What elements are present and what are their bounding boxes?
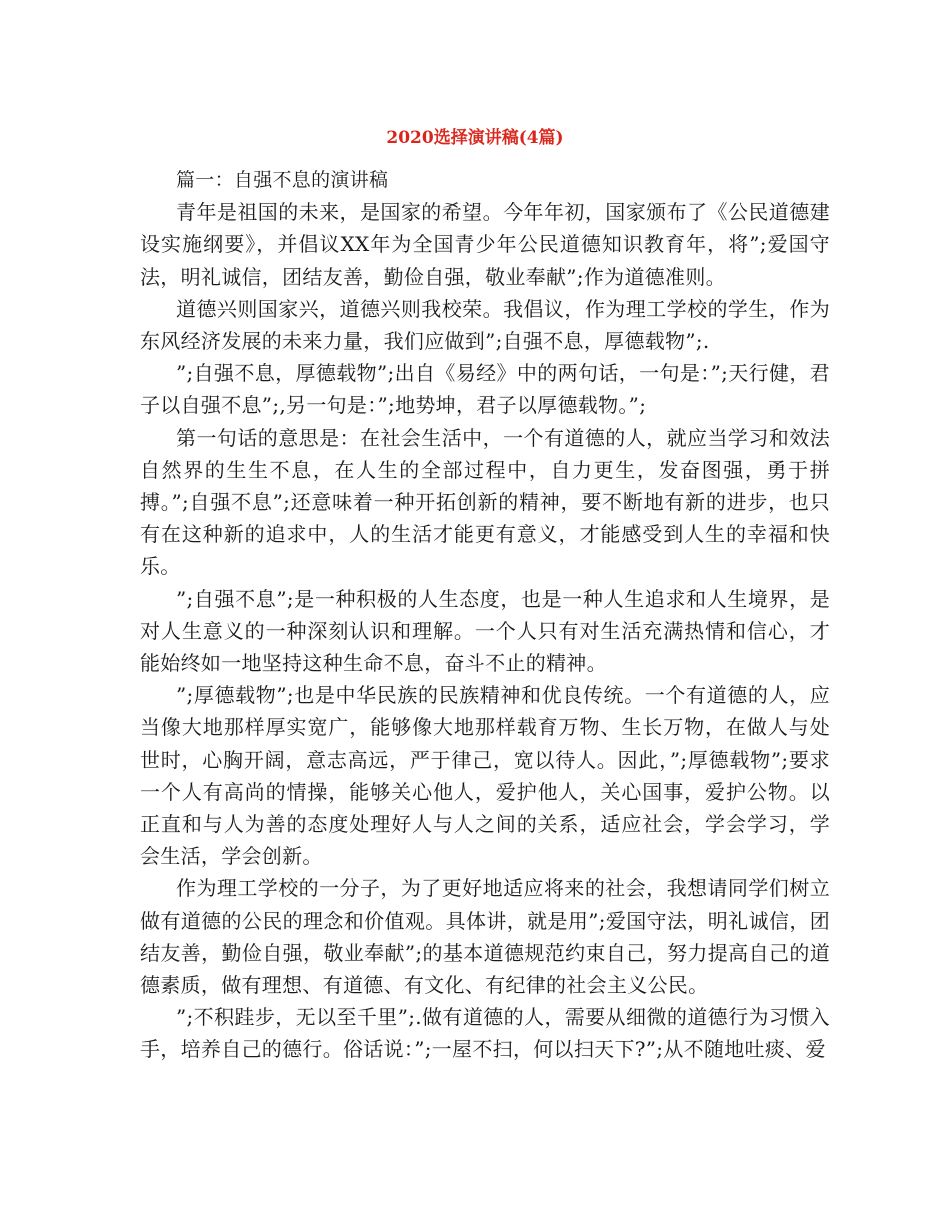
paragraph: ”;自强不息”;是一种积极的人生态度，也是一种人生追求和人生境界，是对人生意义的一种深刻认识和理解。一个人只有对生活充满热情和信心，才能始终如一地坚持这种生命不息，奋斗不止的精神。	[140, 586, 830, 676]
paragraph: ”;厚德载物”;也是中华民族的民族精神和优良传统。一个有道德的人，应当像大地那样厚实宽广，能够像大地那样载育万物、生长万物，在做人与处世时，心胸开阔，意志高远，严于律己，宽以待人。因此，”;厚德载物”;要求一个人有高尚的情操，能够关心他人，爱护他人，关心国事，爱护公物。以正直和与人为善的态度处理好人与人之间的关系，适应社会，学会学习，学会生活，学会创新。	[140, 683, 830, 869]
document-body	[140, 164, 830, 1066]
paragraph: 道德兴则国家兴，道德兴则我校荣。我倡议，作为理工学校的学生，作为东风经济发展的未来力量，我们应做到”;自强不息，厚德载物”;.	[140, 296, 830, 354]
section-heading: 篇一：自强不息的演讲稿	[176, 169, 389, 191]
paragraph: 作为理工学校的一分子，为了更好地适应将来的社会，我想请同学们树立做有道德的公民的理念和价值观。具体讲，就是用”;爱国守法，明礼诚信，团结友善，勤俭自强，敬业奉献”;的基本道德规范约束自己，努力提高自己的道德素质，做有理想、有道德、有文化、有纪律的社会主义公民。	[140, 876, 830, 998]
paragraph: ”;不积跬步，无以至千里”;.做有道德的人，需要从细微的道德行为习惯入手，培养自己的德行。俗话说：”;一屋不扫，何以扫天下?”;从不随地吐痰、爱	[140, 1005, 830, 1062]
paragraph: 第一句话的意思是：在社会生活中，一个有道德的人，就应当学习和效法自然界的生生不息，在人生的全部过程中，自力更生，发奋图强，勇于拼搏。”;自强不息”;还意味着一种开拓创新的精神，要不断地有新的进步，也只有在这种新的追求中，人的生活才能更有意义，才能感受到人生的幸福和快乐。	[140, 425, 830, 579]
paragraph: ”;自强不息，厚德载物”;出自《易经》中的两句话，一句是：”;天行健，君子以自强不息”;,另一句是：”;地势坤，君子以厚德载物。”;	[140, 361, 830, 418]
paragraph: 青年是祖国的未来，是国家的希望。今年年初，国家颁布了《公民道德建设实施纲要》，并倡议XX年为全国青少年公民道德知识教育年，将”;爱国守法，明礼诚信，团结友善，勤俭自强，敬业奉献”;作为道德准则。	[140, 200, 830, 289]
document-title: 2020选择演讲稿(4篇)	[386, 128, 564, 148]
